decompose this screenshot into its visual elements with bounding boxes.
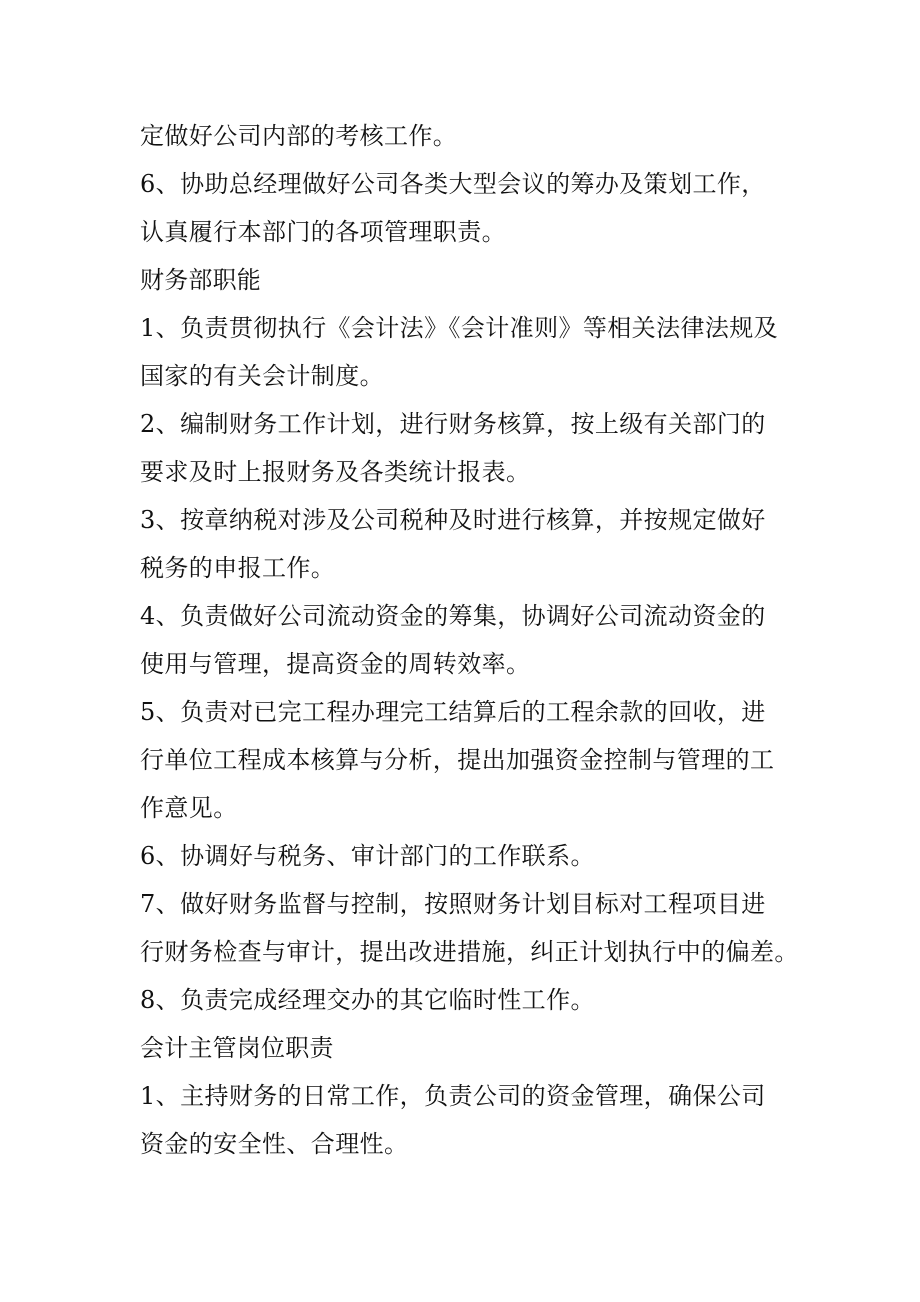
section-heading-finance-department: 财务部职能 [140,266,261,294]
text-line: 定做好公司内部的考核工作。 [140,122,458,150]
list-item-7-line-2: 行财务检查与审计，提出改进措施，纠正计划执行中的偏差。 [140,938,799,966]
supervisor-item-1-line-1: 1、主持财务的日常工作，负责公司的资金管理，确保公司 [140,1082,766,1110]
list-item-4-line-1: 4、负责做好公司流动资金的筹集，协调好公司流动资金的 [140,602,766,630]
list-item-7-line-1: 7、做好财务监督与控制，按照财务计划目标对工程项目进 [140,890,766,918]
list-item-5-line-2: 行单位工程成本核算与分析，提出加强资金控制与管理的工 [140,746,775,774]
document-body [140,112,799,1168]
list-item-1-line-1: 1、负责贯彻执行《会计法》《会计准则》等相关法律法规及 [140,314,779,342]
list-item-2-line-1: 2、编制财务工作计划，进行财务核算，按上级有关部门的 [140,410,766,438]
list-item-1-line-2: 国家的有关会计制度。 [140,362,384,390]
supervisor-item-1-line-2: 资金的安全性、合理性。 [140,1130,409,1158]
list-item-6-line-1: 6、协助总经理做好公司各类大型会议的筹办及策划工作， [140,170,766,198]
list-item-2-line-2: 要求及时上报财务及各类统计报表。 [140,458,531,486]
list-item-5-line-1: 5、负责对已完工程办理完工结算后的工程余款的回收，进 [140,698,766,726]
list-item-3-line-1: 3、按章纳税对涉及公司税种及时进行核算，并按规定做好 [140,506,766,534]
list-item-5-line-3: 作意见。 [140,794,238,822]
list-item-3-line-2: 税务的申报工作。 [140,554,336,582]
list-item-6-finance: 6、协调好与税务、审计部门的工作联系。 [140,842,595,870]
list-item-6-line-2: 认真履行本部门的各项管理职责。 [140,218,506,246]
list-item-8: 8、负责完成经理交办的其它临时性工作。 [140,986,595,1014]
list-item-4-line-2: 使用与管理，提高资金的周转效率。 [140,650,531,678]
section-heading-accounting-supervisor: 会计主管岗位职责 [140,1034,334,1062]
